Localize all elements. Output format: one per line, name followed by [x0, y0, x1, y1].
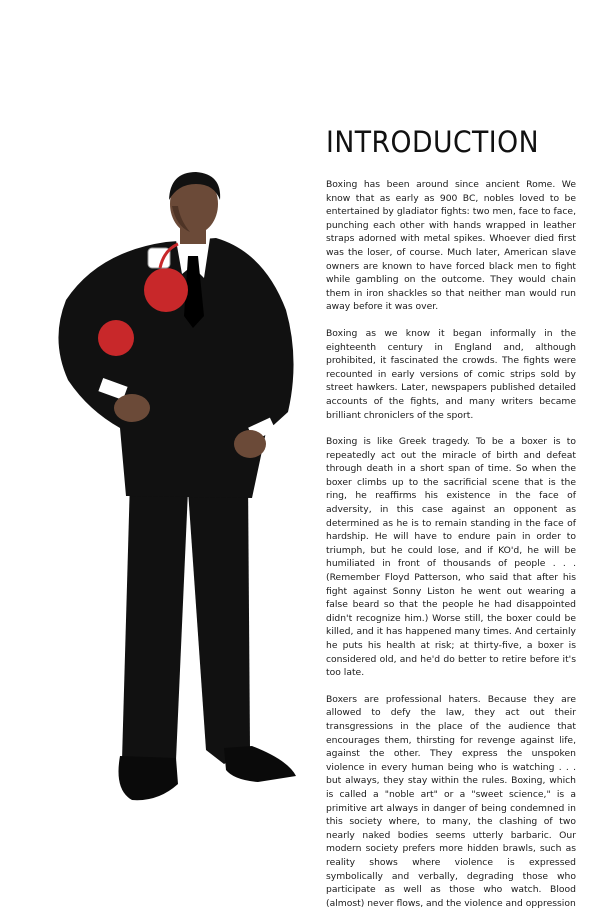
article-body	[326, 178, 576, 910]
paragraph: Boxers are professional haters. Because they are allowed to defy the law, they act out their transgressions in the place of the audience that encourages them, thirsting for revenge against life, against the other. They express the unspoken violence in every human being who is watching . . . but always, they stay within the rules. Boxing, which is called a "noble art" or a "sweet science," is a primitive art always in danger of being condemned in this society where, to many, the clashing of two nearly naked bodies seems utterly barbaric. Our modern society prefers more hidden brawls, such as reality shows where violence is expressed symbolically and verbally, degrading those who participate as well as those who watch. Blood (almost) never flows, and the violence and oppression	[326, 693, 576, 909]
paragraph: Boxing is like Greek tragedy. To be a boxer is to repeatedly act out the miracle of birth and defeat through death in a short span of time. So when the boxer climbs up to the sacrificial scene that is the ring, he reaffirms his existence in the face of adversity, in this case against an opponent as determined as he is to remain standing in the face of hardship. He will have to endure pain in order to triumph, but he could lose, and if KO'd, he will be humiliated in front of thousands of people . . . (Remember Floyd Patterson, who said that after his fight against Sonny Liston he went out wearing a false beard so that the people he had disappointed didn't recognize him.) Worse still, the boxer could be killed, and it has happened many times. And certainly he puts his health at risk; at thirty-five, a boxer is considered old, and he'd do better to retire before it's too late.	[326, 436, 576, 679]
right-shoe	[224, 746, 296, 782]
paragraph: Boxing as we know it began informally in the eighteenth century in England and, although prohibited, it fascinated the crowds. The fights were recounted in early versions of comic strips sold by street hawkers. Later, newspapers published detailed accounts of the fights, and many writers became brilliant chroniclers of the sport.	[326, 327, 576, 421]
page-title: INTRODUCTION	[326, 125, 540, 159]
paragraph: Boxing has been around since ancient Rome. We know that as early as 900 BC, nobles loved to be entertained by gladiator fights: two men, face to face, punching each other with hands wrapped in leather straps adorned with metal spikes. Whoever died first was the loser, of course. Much later, American slave owners are known to have forced black men to fight while gambling on the outcome. They would chain them in iron shackles so that neither man would run away before it was over.	[326, 179, 576, 313]
boxer-illustration-icon	[38, 160, 318, 810]
left-hand	[114, 394, 150, 422]
left-leg	[122, 480, 188, 770]
right-leg	[188, 478, 250, 764]
glove-lower-icon	[98, 320, 134, 356]
right-hand	[234, 430, 266, 458]
left-shoe	[119, 756, 179, 800]
glove-upper-icon	[144, 268, 188, 312]
